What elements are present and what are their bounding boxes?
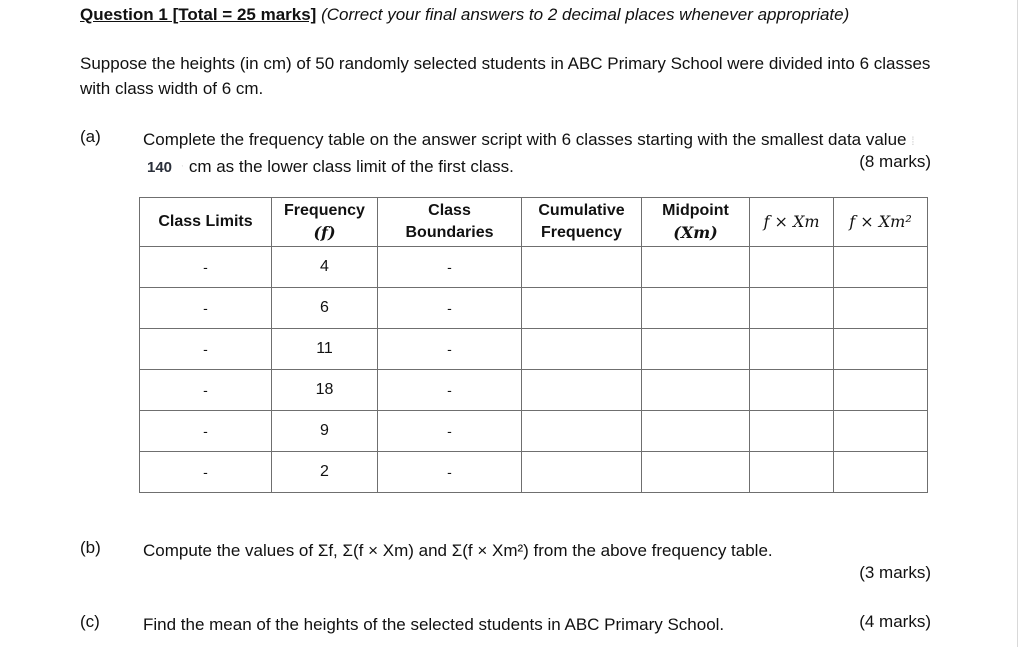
header-boundaries-label: Boundaries	[405, 224, 494, 241]
cell-midpoint[interactable]	[642, 329, 750, 370]
header-f-times-xm-squared: f × Xm²	[834, 198, 928, 247]
header-midpoint-label: Midpoint	[662, 202, 729, 219]
cell-f-times-xm-squared[interactable]	[834, 452, 928, 493]
cell-class-boundaries[interactable]: -	[378, 452, 522, 493]
cell-class-boundaries[interactable]: -	[378, 288, 522, 329]
part-b-text: Compute the values of Σf, Σ(f × Xm) and Σ(f × Xm²) from the above frequency table.	[143, 541, 773, 560]
cell-frequency[interactable]: 2	[272, 452, 378, 493]
page-edge-divider	[1017, 0, 1018, 647]
cell-f-times-xm[interactable]	[750, 329, 834, 370]
cell-f-times-xm[interactable]	[750, 452, 834, 493]
header-cumulative-label: Cumulative	[538, 202, 625, 219]
cell-cumulative-frequency[interactable]	[522, 329, 642, 370]
part-c-marks: (4 marks)	[859, 612, 931, 631]
table-row	[140, 247, 928, 288]
header-cum-frequency-label: Frequency	[541, 224, 622, 241]
header-class-limits: Class Limits	[140, 198, 272, 247]
frequency-table	[139, 197, 928, 493]
part-a-label: (a)	[80, 127, 101, 146]
header-class-label: Class	[428, 202, 471, 219]
cell-class-boundaries[interactable]: -	[378, 247, 522, 288]
cell-class-limits[interactable]: -	[140, 329, 272, 370]
cell-midpoint[interactable]	[642, 452, 750, 493]
cell-midpoint[interactable]	[642, 370, 750, 411]
cell-cumulative-frequency[interactable]	[522, 452, 642, 493]
cell-f-times-xm-squared[interactable]	[834, 288, 928, 329]
cell-class-limits[interactable]: -	[140, 411, 272, 452]
part-b-label: (b)	[80, 538, 101, 557]
cell-midpoint[interactable]	[642, 288, 750, 329]
question-title-bold: Question 1 [Total = 25 marks]	[80, 5, 317, 24]
cell-frequency[interactable]: 11	[272, 329, 378, 370]
header-frequency-symbol: (f)	[313, 223, 336, 242]
table-row	[140, 411, 928, 452]
table-row	[140, 370, 928, 411]
table-row	[140, 452, 928, 493]
cursor-mark-icon: ⁞	[911, 134, 915, 148]
table-row	[140, 329, 928, 370]
header-frequency-label: Frequency	[284, 202, 365, 219]
header-cumulative-frequency	[522, 198, 642, 247]
cell-f-times-xm-squared[interactable]	[834, 411, 928, 452]
cell-class-limits[interactable]: -	[140, 247, 272, 288]
part-c-label: (c)	[80, 612, 100, 631]
header-frequency	[272, 198, 378, 247]
cell-cumulative-frequency[interactable]	[522, 247, 642, 288]
cell-f-times-xm[interactable]	[750, 288, 834, 329]
cell-cumulative-frequency[interactable]	[522, 288, 642, 329]
question-intro: Suppose the heights (in cm) of 50 randomly selected students in ABC Primary School were divided into 6 classes with class width of 6 cm.	[80, 54, 931, 98]
header-f-times-xm: f × Xm	[750, 198, 834, 247]
cell-f-times-xm-squared[interactable]	[834, 370, 928, 411]
part-b-marks: (3 marks)	[859, 563, 931, 582]
header-midpoint	[642, 198, 750, 247]
cell-frequency[interactable]: 4	[272, 247, 378, 288]
part-a-text-after: cm as the lower class limit of the first class.	[188, 157, 514, 176]
cell-cumulative-frequency[interactable]	[522, 411, 642, 452]
header-class-boundaries	[378, 198, 522, 247]
table-body	[140, 247, 928, 493]
cell-frequency[interactable]: 18	[272, 370, 378, 411]
cell-class-boundaries[interactable]: -	[378, 329, 522, 370]
header-midpoint-symbol: (Xm)	[673, 223, 718, 242]
cell-cumulative-frequency[interactable]	[522, 370, 642, 411]
part-a-text-before: Complete the frequency table on the answer script with 6 classes starting with the smallest data value	[143, 130, 907, 149]
cell-frequency[interactable]: 6	[272, 288, 378, 329]
question-title-instruction: (Correct your final answers to 2 decimal places whenever appropriate)	[321, 5, 850, 24]
cell-class-limits[interactable]: -	[140, 370, 272, 411]
cell-class-limits[interactable]: -	[140, 452, 272, 493]
question-title	[80, 5, 849, 25]
cell-f-times-xm-squared[interactable]	[834, 329, 928, 370]
cell-frequency[interactable]: 9	[272, 411, 378, 452]
cell-midpoint[interactable]	[642, 411, 750, 452]
cell-f-times-xm-squared[interactable]	[834, 247, 928, 288]
table-header-row	[140, 198, 928, 247]
cell-f-times-xm[interactable]	[750, 247, 834, 288]
table-row	[140, 288, 928, 329]
cell-f-times-xm[interactable]	[750, 370, 834, 411]
cell-f-times-xm[interactable]	[750, 411, 834, 452]
cell-class-limits[interactable]: -	[140, 288, 272, 329]
part-c-text: Find the mean of the heights of the selected students in ABC Primary School.	[143, 615, 725, 634]
part-a-text	[143, 127, 933, 181]
cell-midpoint[interactable]	[642, 247, 750, 288]
part-a-value: 140	[147, 159, 173, 176]
cell-class-boundaries[interactable]: -	[378, 370, 522, 411]
cell-class-boundaries[interactable]: -	[378, 411, 522, 452]
part-a-marks: (8 marks)	[859, 152, 931, 171]
cursor-mark-icon: ˑ	[180, 161, 185, 175]
